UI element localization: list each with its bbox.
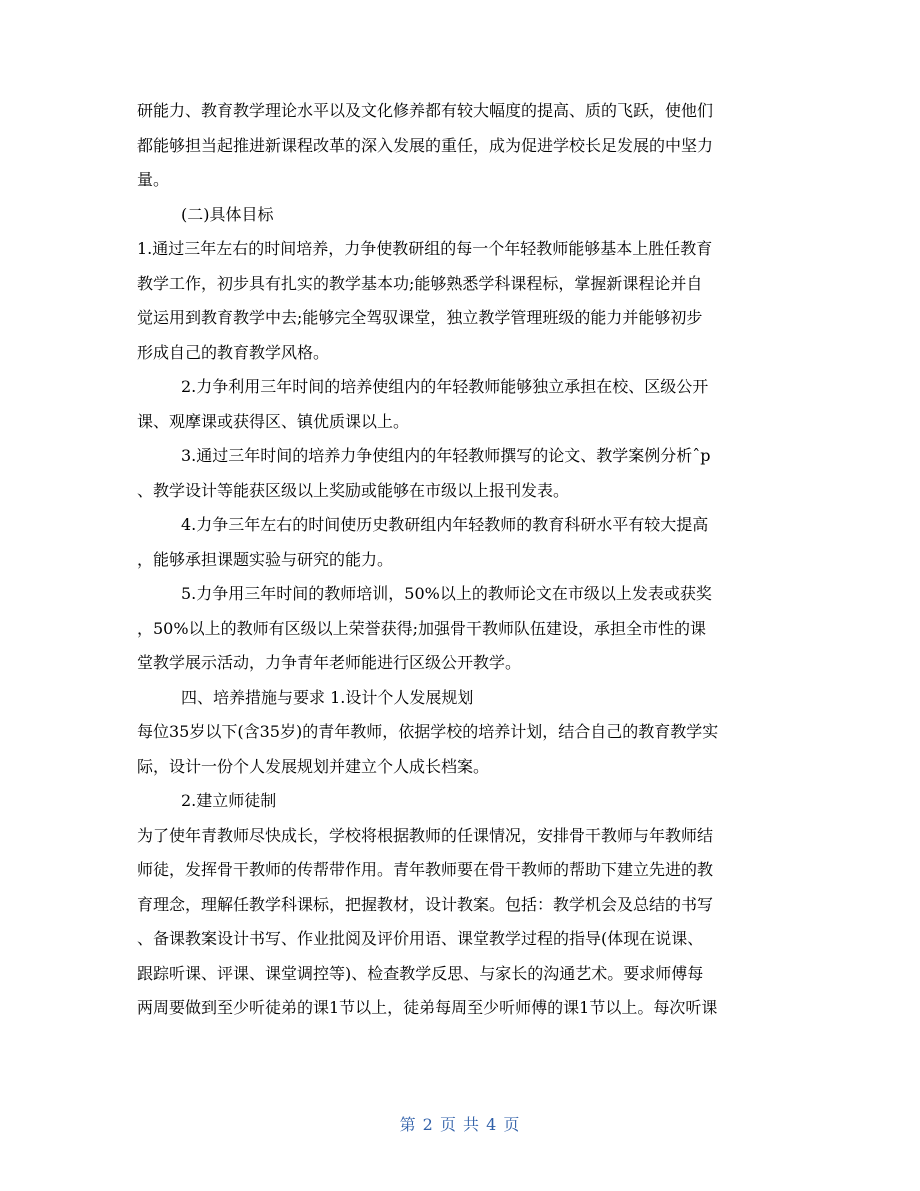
paragraph: [137, 577, 787, 681]
text-line: 育理念，理解任教学科课标，把握教材，设计教案。包括：教学机会及总结的书写: [137, 894, 714, 914]
text-line: 跟踪听课、评课、课堂调控等)、检查教学反思、与家长的沟通艺术。要求师傅每: [137, 963, 704, 983]
text-line: ，能够承担课题实验与研究的能力。: [137, 549, 394, 569]
paragraph: [137, 681, 787, 716]
paragraph: [137, 819, 787, 1026]
paragraph: [137, 370, 787, 439]
text-line: 量。: [137, 170, 170, 189]
text-line: 3.通过三年时间的培养力争使组内的年轻教师撰写的论文、教学案例分析ˆp: [181, 446, 711, 465]
text-line: 、备课教案设计书写、作业批阅及评价用语、课堂教学过程的指导(体现在说课、: [137, 929, 704, 948]
text-line: 研能力、教育教学理论水平以及文化修养都有较大幅度的提高、质的飞跃，使他们: [137, 101, 714, 120]
paragraph: [137, 715, 787, 784]
text-line: 四、培养措施与要求 1.设计个人发展规划: [181, 687, 474, 707]
text-line: 2.力争利用三年时间的培养使组内的年轻教师能够独立承担在校、区级公开: [181, 377, 709, 396]
document-body: [137, 94, 787, 1026]
paragraph: [137, 232, 787, 370]
page-footer: 第 2 页 共 4 页: [399, 1115, 521, 1134]
text-line: 为了使年青教师尽快成长，学校将根据教师的任课情况，安排骨干教师与年教师结: [137, 825, 714, 845]
paragraph: [137, 439, 787, 508]
text-line: 觉运用到教育教学中去;能够完全驾驭课堂，独立教学管理班级的能力并能够初步: [137, 308, 703, 327]
paragraph: [137, 784, 787, 819]
text-line: 形成自己的教育教学风格。: [137, 342, 330, 362]
text-line: 际，设计一份个人发展规划并建立个人成长档案。: [137, 756, 490, 776]
text-line: 师徒，发挥骨干教师的传帮带作用。青年教师要在骨干教师的帮助下建立先进的教: [137, 860, 714, 879]
text-line: 1.通过三年左右的时间培养，力争使教研组的每一个年轻教师能够基本上胜任教育: [137, 239, 713, 258]
text-line: 教学工作，初步具有扎实的教学基本功;能够熟悉学科课程标，掌握新课程论并自: [137, 273, 703, 293]
paragraph: [137, 198, 787, 233]
text-line: 4.力争三年左右的时间使历史教研组内年轻教师的教育科研水平有较大提高: [181, 515, 709, 534]
text-line: 5.力争用三年时间的教师培训，50%以上的教师论文在市级以上发表或获奖: [181, 584, 712, 603]
text-line: 2.建立师徒制: [181, 791, 277, 810]
text-line: 每位35岁以下(含35岁)的青年教师，依据学校的培养计划，结合自己的教育教学实: [137, 722, 719, 741]
paragraph: [137, 508, 787, 577]
text-line: 都能够担当起推进新课程改革的深入发展的重任，成为促进学校长足发展的中坚力: [137, 135, 714, 155]
text-line: 课、观摩课或获得区、镇优质课以上。: [137, 411, 410, 431]
paragraph: [137, 94, 787, 198]
text-line: 两周要做到至少听徒弟的课1节以上，徒弟每周至少听师傅的课1节以上。每次听课: [137, 998, 718, 1017]
text-line: 堂教学展示活动，力争青年老师能进行区级公开教学。: [137, 653, 522, 672]
text-line: ，50%以上的教师有区级以上荣誉获得;加强骨干教师队伍建设，承担全市性的课: [137, 618, 706, 638]
text-line: (二)具体目标: [181, 204, 274, 224]
text-line: 、教学设计等能获区级以上奖励或能够在市级以上报刊发表。: [137, 480, 570, 500]
